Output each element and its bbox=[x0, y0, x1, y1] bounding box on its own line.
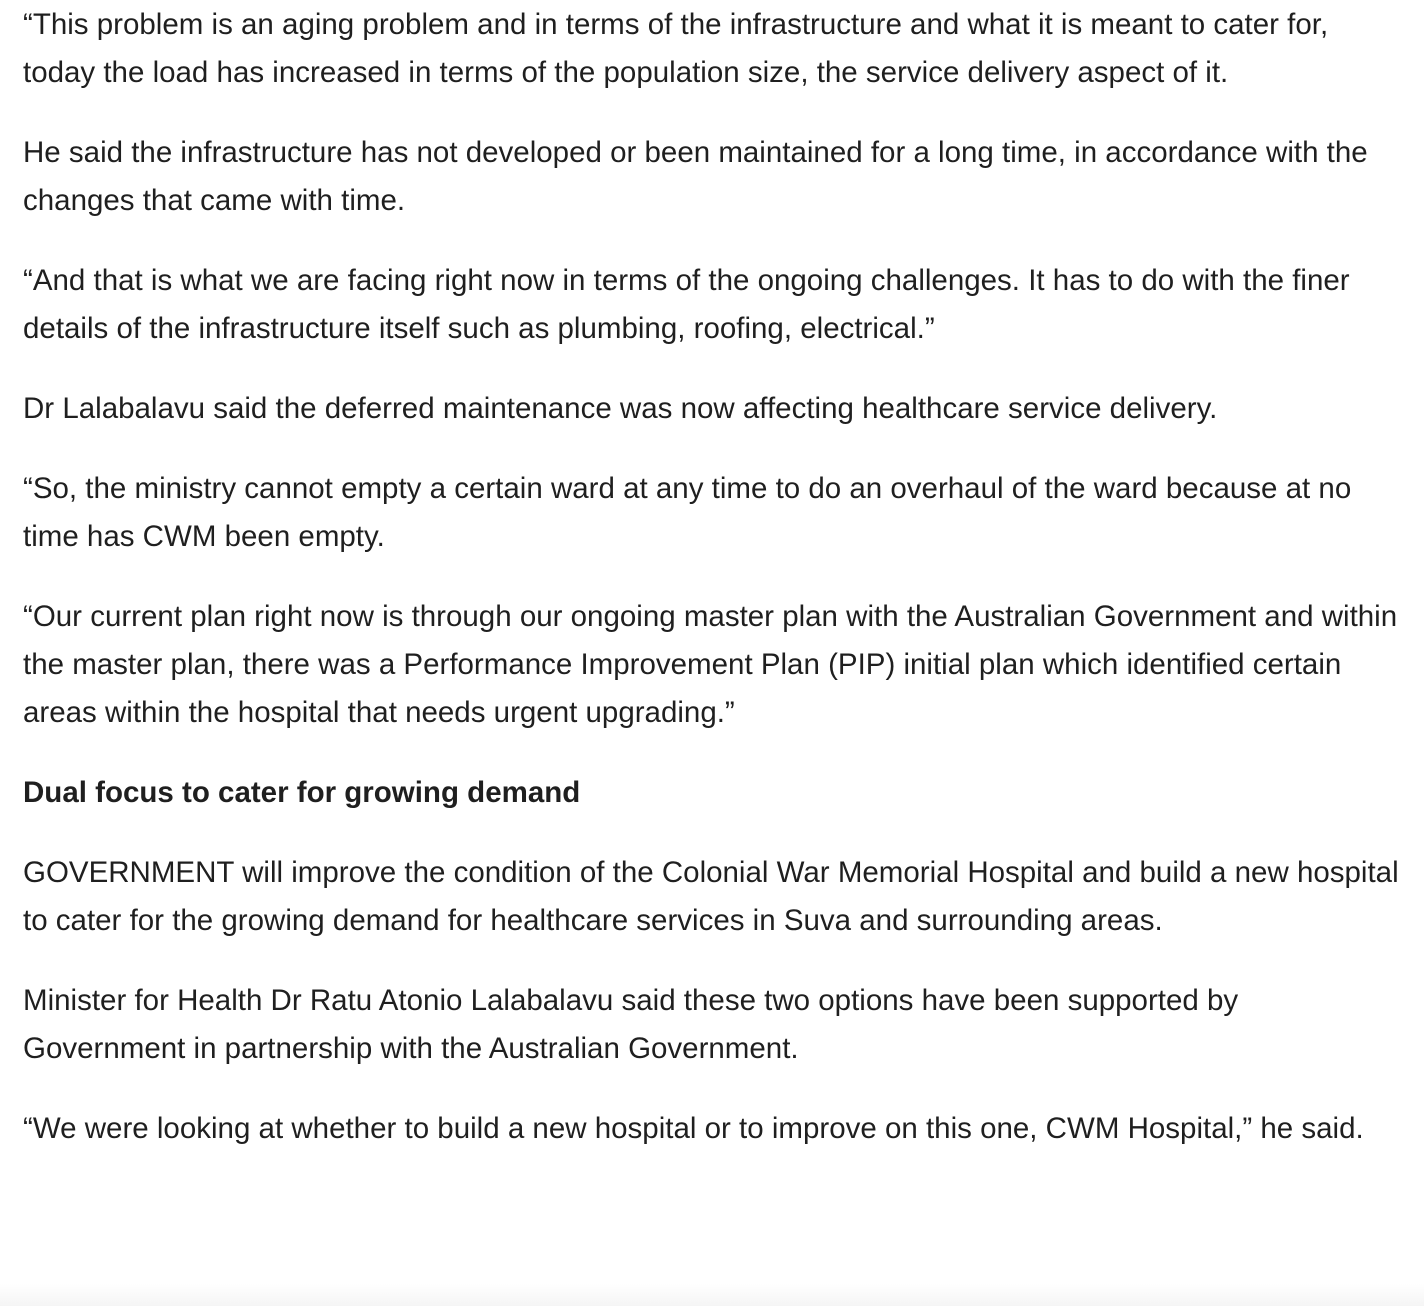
paragraph-infrastructure: He said the infrastructure has not developed or been maintained for a long time, in accordance with the changes that came with time. bbox=[23, 136, 1368, 217]
paragraph-ongoing-challenges: “And that is what we are facing right now in terms of the ongoing challenges. It has to do with the finer details of the infrastructure itself such as plumbing, roofing, electrical.” bbox=[23, 264, 1350, 345]
article-body bbox=[23, 0, 1403, 1185]
paragraph-aging-problem: “This problem is an aging problem and in terms of the infrastructure and what it is meant to cater for, today the load has increased in terms of the population size, the service delivery aspect of it. bbox=[23, 8, 1329, 89]
section-subheading: Dual focus to cater for growing demand bbox=[23, 776, 581, 809]
bottom-fade bbox=[0, 1284, 1424, 1306]
paragraph-government-plan: GOVERNMENT will improve the condition of the Colonial War Memorial Hospital and build a new hospital to cater for the growing demand for healthcare services in Suva and surrounding areas. bbox=[23, 856, 1399, 937]
paragraph-quote-new-hospital: “We were looking at whether to build a new hospital or to improve on this one, CWM Hospital,” he said. bbox=[23, 1112, 1364, 1145]
paragraph-master-plan: “Our current plan right now is through our ongoing master plan with the Australian Government and within the master plan, there was a Performance Improvement Plan (PIP) initial plan which identified certain areas within the hospital that needs urgent upgrading.” bbox=[23, 600, 1398, 729]
paragraph-ward-overhaul: “So, the ministry cannot empty a certain ward at any time to do an overhaul of the ward because at no time has CWM been empty. bbox=[23, 472, 1352, 553]
paragraph-minister-statement: Minister for Health Dr Ratu Atonio Lalabalavu said these two options have been supported by Government in partnership with the Australian Government. bbox=[23, 984, 1239, 1065]
paragraph-deferred-maintenance: Dr Lalabalavu said the deferred maintenance was now affecting healthcare service delivery. bbox=[23, 392, 1218, 425]
